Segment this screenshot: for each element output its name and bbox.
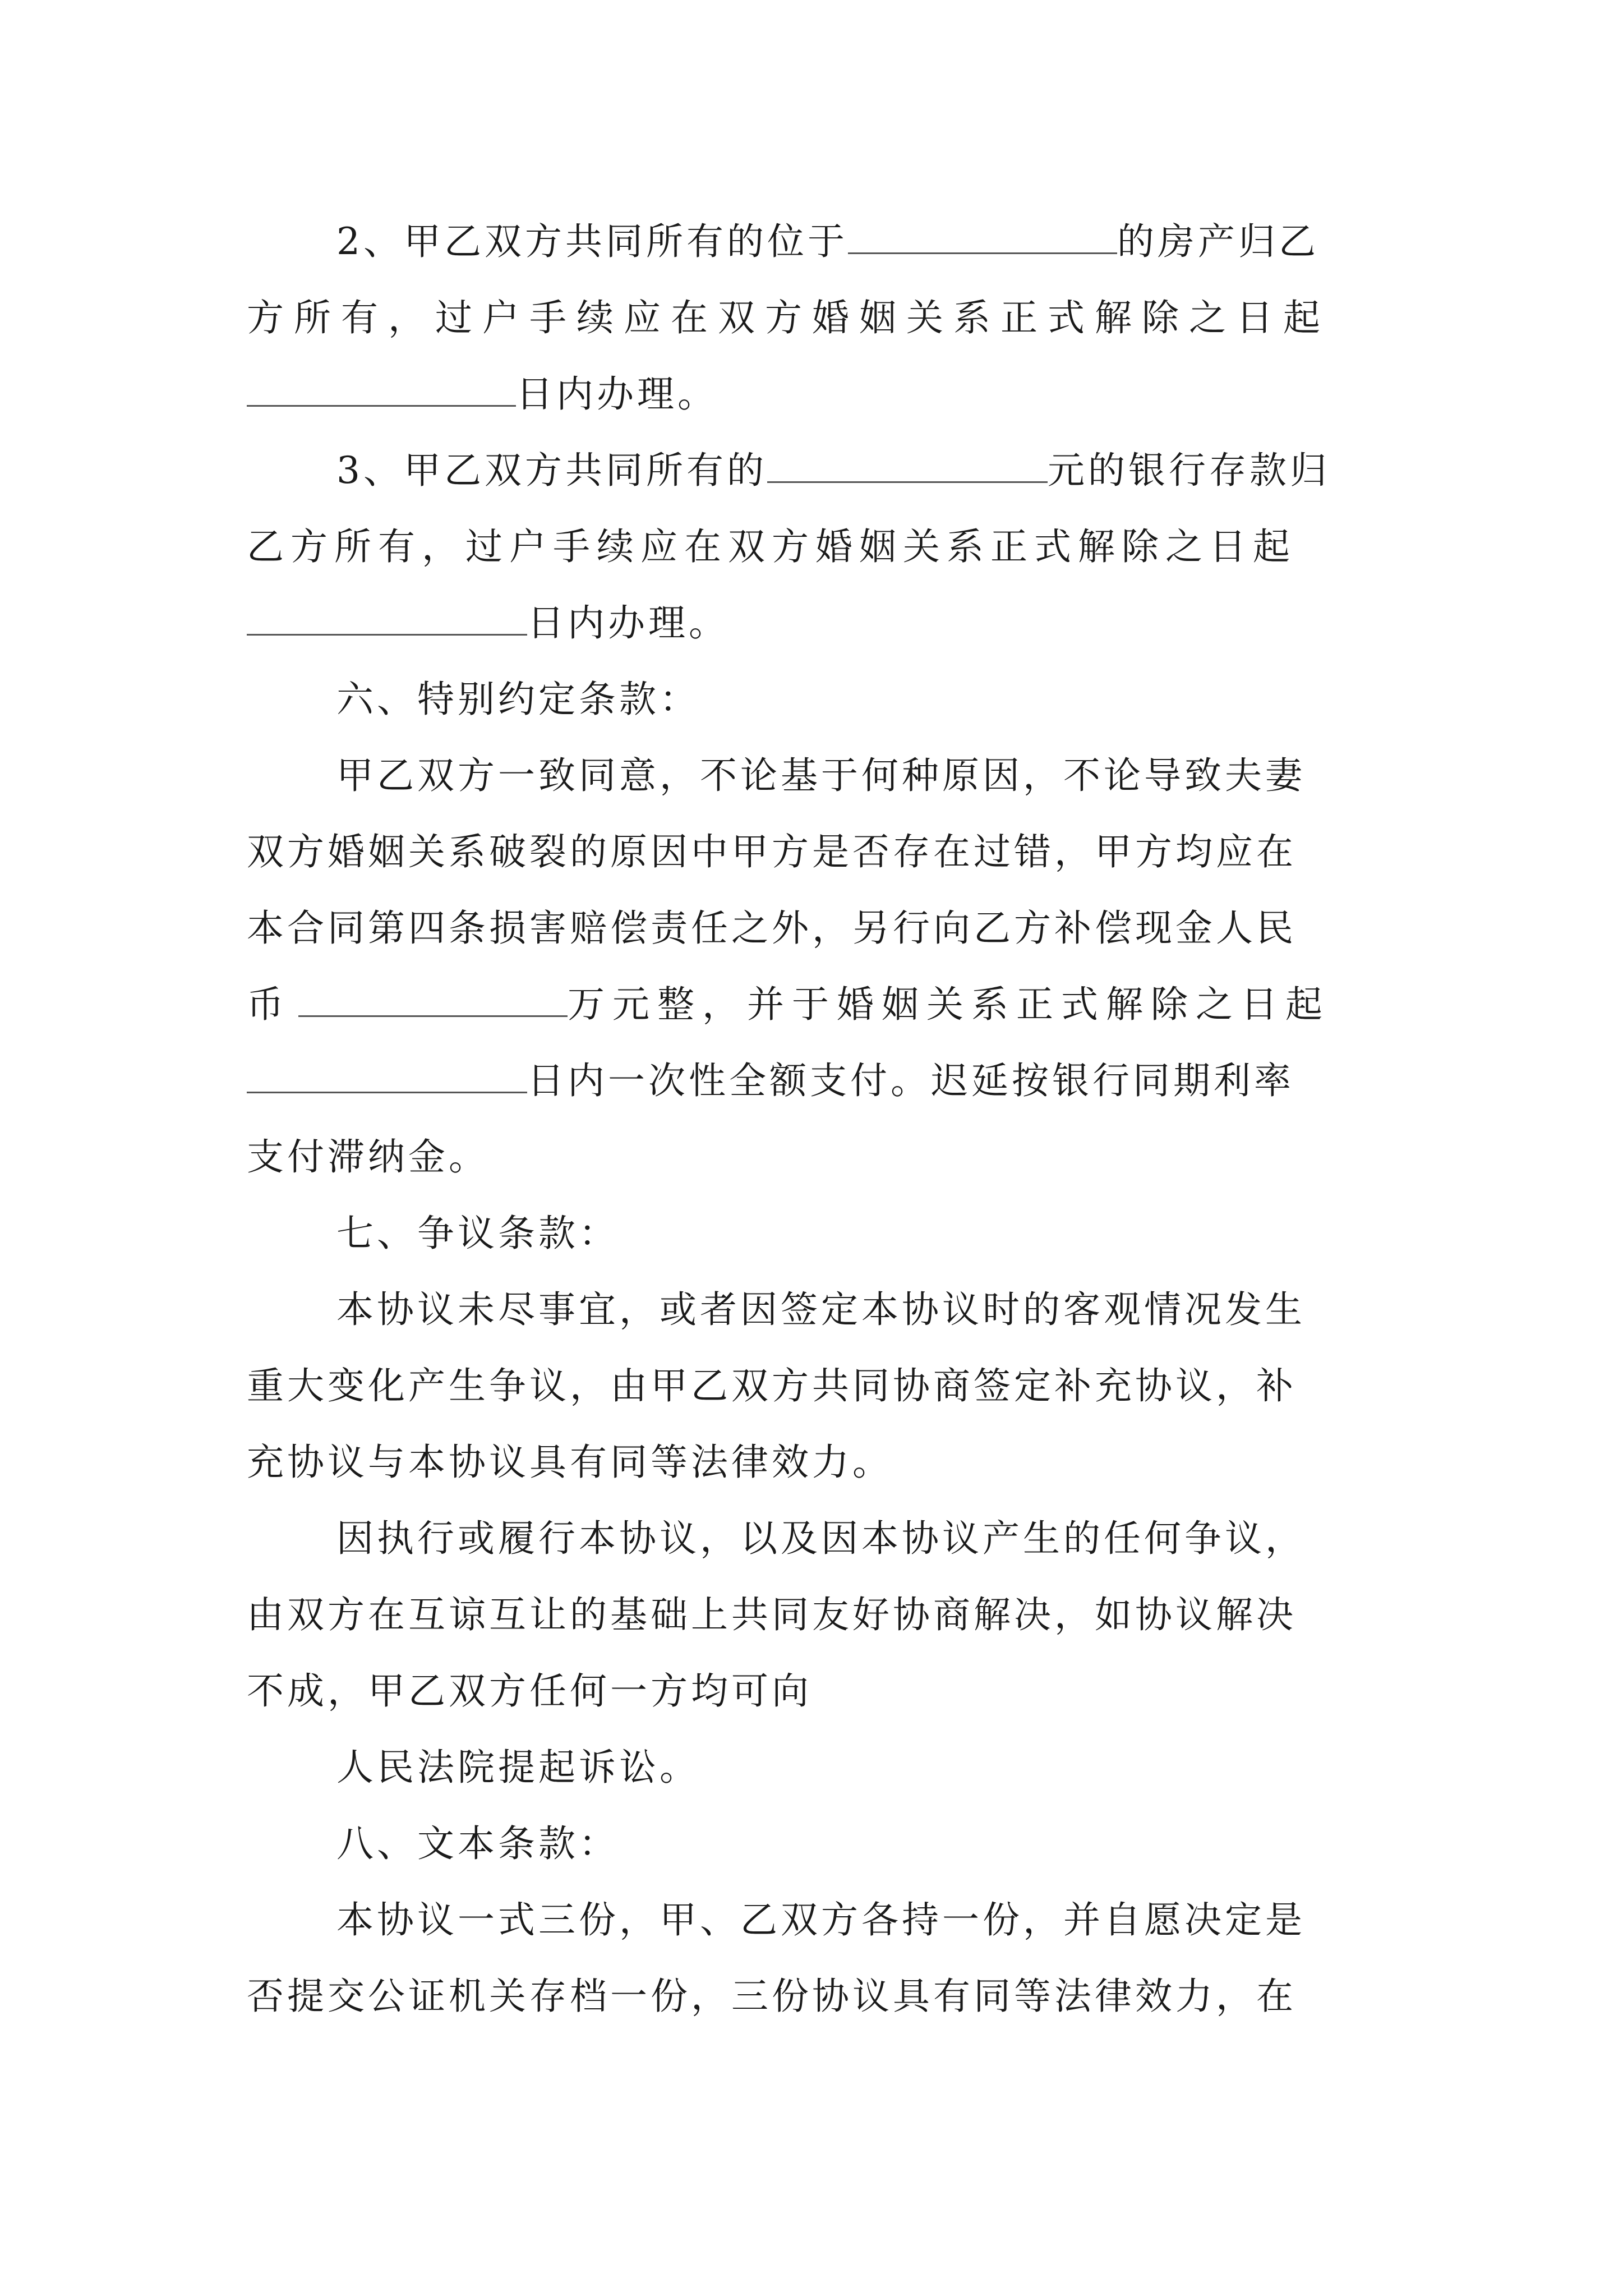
section-6-text-4a: 币 (247, 983, 287, 1026)
section-7-b-text-1: 因执行或履行本协议，以及因本协议产生的任何争议， (336, 1517, 1306, 1560)
section-6-text-5: 日内一次性全额支付。迟延按银行同期利率 (527, 1059, 1294, 1102)
section-7-a-line-1 (247, 1285, 1380, 1335)
section-6-line-5 (247, 1056, 1380, 1106)
clause-3-line-3 (247, 598, 1380, 648)
section-7-a-text-1: 本协议未尽事宜，或者因签定本协议时的客观情况发生 (336, 1288, 1306, 1331)
section-6-text-6: 支付滞纳金。 (247, 1135, 489, 1179)
section-6-line-2 (247, 827, 1380, 877)
clause-3-text-b: 元的银行存款归 (1048, 449, 1330, 492)
clause-3-text-d: 日内办理。 (527, 601, 729, 645)
section-7-b-line-4 (247, 1742, 1380, 1793)
section-7-b-text-2: 由双方在互谅互让的基础上共同友好协商解决，如协议解决 (247, 1593, 1297, 1636)
clause-3-line-2 (247, 522, 1380, 572)
section-7-b-text-3: 不成，甲乙双方任何一方均可向 (247, 1669, 812, 1713)
section-8-text-2: 否提交公证机关存档一份，三份协议具有同等法律效力，在 (247, 1975, 1297, 2018)
section-6-line-1 (247, 751, 1380, 801)
clause-3-line-1 (247, 445, 1380, 496)
blank-field[interactable] (848, 220, 1117, 254)
section-8-text-1: 本协议一式三份，甲、乙双方各持一份，并自愿决定是 (336, 1898, 1306, 1941)
section-7-b-text-4: 人民法院提起诉讼。 (336, 1746, 700, 1789)
section-8-heading (247, 1819, 1380, 1869)
section-7-a-text-3: 充协议与本协议具有同等法律效力。 (247, 1441, 893, 1484)
clause-2-text-a: 2、甲乙双方共同所有的位于 (336, 220, 848, 263)
blank-field[interactable] (298, 983, 568, 1017)
clause-2-line-2 (247, 293, 1380, 343)
section-7-b-line-2 (247, 1590, 1380, 1640)
clause-2-text-b: 的房产归乙 (1117, 220, 1319, 263)
section-8-line-1 (247, 1895, 1380, 1945)
section-6-text-4b: 万元整，并于婚姻关系正式解除之日起 (568, 983, 1330, 1026)
section-6-heading-text: 六、特别约定条款： (336, 678, 700, 721)
section-7-a-line-3 (247, 1437, 1380, 1488)
blank-field[interactable] (247, 372, 516, 407)
section-7-a-text-2: 重大变化产生争议，由甲乙双方共同协商签定补充协议，补 (247, 1364, 1297, 1407)
section-6-line-4 (247, 979, 1380, 1030)
blank-field[interactable] (247, 1059, 527, 1093)
section-6-heading (247, 674, 1380, 725)
clause-2-text-d: 日内办理。 (516, 372, 718, 416)
clause-2-line-3 (247, 369, 1380, 420)
section-8-heading-text: 八、文本条款： (336, 1822, 619, 1865)
section-6-text-1: 甲乙双方一致同意，不论基于何种原因，不论导致夫妻 (336, 754, 1306, 797)
clause-2-line-1 (247, 217, 1380, 267)
section-7-heading-text: 七、争议条款： (336, 1212, 619, 1255)
section-7-a-line-2 (247, 1361, 1380, 1411)
blank-field[interactable] (767, 449, 1048, 483)
section-7-b-line-3 (247, 1666, 1380, 1717)
clause-3-text-a: 3、甲乙双方共同所有的 (336, 449, 767, 492)
section-6-line-3 (247, 903, 1380, 954)
section-7-heading (247, 1208, 1380, 1259)
section-6-line-6 (247, 1132, 1380, 1182)
section-8-line-2 (247, 1971, 1380, 2022)
blank-field[interactable] (247, 601, 527, 636)
clause-3-text-c: 乙方所有，过户手续应在双方婚姻关系正式解除之日起 (247, 525, 1297, 568)
section-6-text-2: 双方婚姻关系破裂的原因中甲方是否存在过错，甲方均应在 (247, 830, 1297, 873)
clause-2-text-c: 方所有，过户手续应在双方婚姻关系正式解除之日起 (247, 296, 1330, 339)
section-7-b-line-1 (247, 1513, 1380, 1564)
section-6-text-3: 本合同第四条损害赔偿责任之外，另行向乙方补偿现金人民 (247, 907, 1297, 950)
